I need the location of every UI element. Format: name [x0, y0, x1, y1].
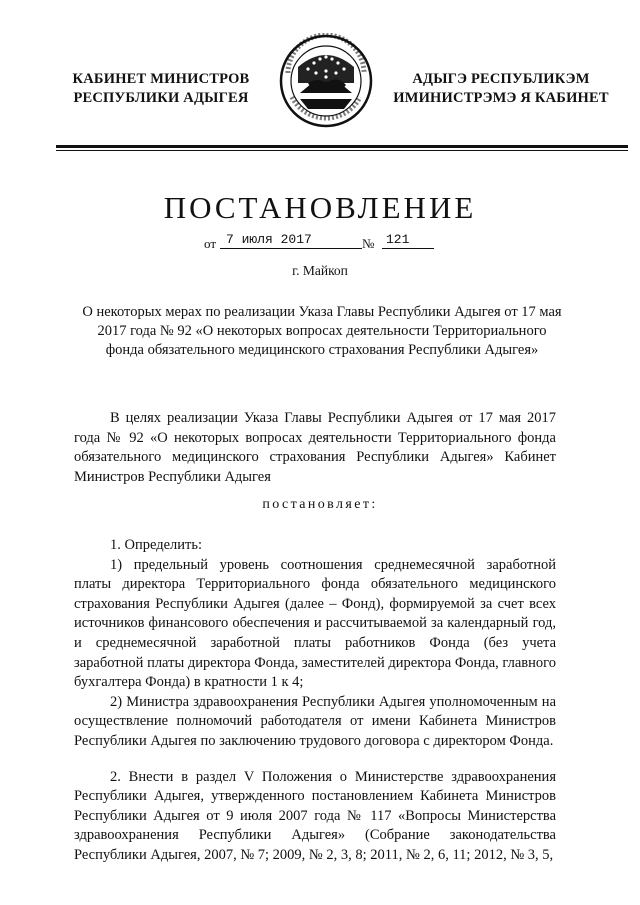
date-value: 7 июля 2017 [220, 232, 362, 249]
intro-paragraph: В целях реализации Указа Главы Республики Адыгея от 17 мая 2017 года № 92 «О некоторых вопросах деятельности Территориального фонда обязательного медицинского страхования Республики Адыгея» Кабинет Министров Республики Адыгея [74, 410, 556, 485]
clause-2: 2. Внести в раздел V Положения о Министерстве здравоохранения Республики Адыгея, утвержденного постановлением Кабинета Министров Республики Адыгея от 9 июля 2007 года № 117 «Вопросы Министерства здравоохранения Республики Адыгея» (Собрание законодательства Республики Адыгея, 2007, № 7; 2009, № 2, 3, 8; 2011, № 2, 6, 11; 2012, № 3, 5, [74, 768, 556, 863]
header-rule-thick [56, 145, 628, 148]
header-left-line2: РЕСПУБЛИКИ АДЫГЕЯ [73, 90, 249, 106]
resolution-body [74, 536, 556, 866]
header-right-line2: ИМИНИСТРЭМЭ Я КАБИНЕТ [393, 90, 609, 106]
clause-1: 1. Определить: [110, 537, 203, 553]
date-prefix: от [204, 236, 217, 251]
city-line: г. Майкоп [292, 263, 348, 278]
header-right-line1: АДЫГЭ РЕСПУБЛИКЭМ [412, 71, 590, 87]
header-left-line1: КАБИНЕТ МИНИСТРОВ [72, 71, 250, 87]
clause-1-item-2: 2) Министра здравоохранения Республики Адыгея уполномоченным на осуществление полномочий работодателя от имени Кабинета Министров Республики Адыгея по заключению трудового договора с директором Фонда. [74, 693, 556, 749]
document-type-title: ПОСТАНОВЛЕНИЕ [163, 190, 477, 225]
resolves-line: постановляет: [262, 497, 378, 512]
header-left-org [66, 70, 256, 108]
clause-1-item-1: 1) предельный уровень соотношения среднемесячной заработной платы директора Территориального фонда обязательного медицинского страхования Республики Адыгея (далее – Фонд), формируемой за счет всех источников финансового обеспечения и рассчитываемой за календарный год, и среднемесячной заработной платы работников Фонда (без учета заработной платы директора Фонда, заместителей директора Фонда, главного бухгалтера Фонда) в кратности 1 к 4; [74, 556, 556, 691]
republic-emblem-icon [278, 33, 374, 129]
document-subject: О некоторых мерах по реализации Указа Главы Республики Адыгея от 17 мая 2017 года № 92 «О некоторых вопросах деятельности Территориального фонда обязательного медицинского страхования Республики Адыгея» [82, 304, 562, 358]
header-right-org [388, 70, 614, 108]
number-value: 121 [382, 232, 434, 249]
header-rule-thin [56, 150, 628, 151]
number-prefix: № [362, 236, 375, 251]
